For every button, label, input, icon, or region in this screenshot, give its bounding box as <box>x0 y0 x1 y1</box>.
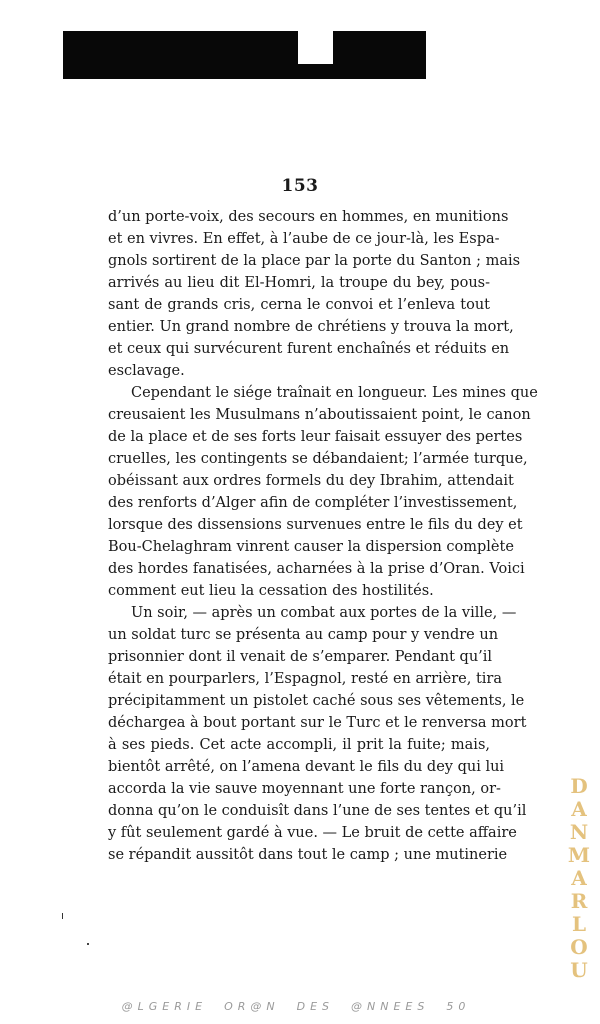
redaction-bar-right <box>333 31 426 79</box>
text-line: se répandit aussitôt dans tout le camp ; une mutinerie <box>108 847 508 863</box>
watermark-letter: R <box>570 889 588 913</box>
text-line: Bou-Chelaghram vinrent causer la dispersion complète <box>108 539 514 555</box>
text-line: bientôt arrêté, on l’amena devant le fils du dey qui lui <box>108 759 505 775</box>
text-line: était en pourparlers, l’Espagnol, resté en arrière, tira <box>108 671 503 687</box>
text-line: cruelles, les contingents se débandaient; l’armée turque, <box>108 451 528 467</box>
text-line: entier. Un grand nombre de chrétiens y trouva la mort, <box>108 319 514 335</box>
text-line: d’un porte-voix, des secours en hommes, en munitions <box>108 209 509 225</box>
text-line: déchargea à bout portant sur le Turc et le renversa mort <box>108 715 527 731</box>
text-line: gnols sortirent de la place par la porte du Santon ; mais <box>108 253 521 269</box>
text-line: des renforts d’Alger afin de compléter l’investissement, <box>108 495 518 511</box>
text-line: comment eut lieu la cessation des hostilités. <box>108 583 434 599</box>
watermark-letter: U <box>570 958 588 982</box>
text-line: creusaient les Musulmans n’aboutissaient point, le canon <box>108 407 531 423</box>
text-line: y fût seulement gardé à vue. — Le bruit de cette affaire <box>108 825 517 841</box>
watermark-letter: D <box>570 774 588 798</box>
watermark-letter: A <box>571 797 587 821</box>
watermark-letter: L <box>571 912 587 936</box>
scan-dot <box>87 943 89 945</box>
text-line: à ses pieds. Cet acte accompli, il prit la fuite; mais, <box>108 737 490 753</box>
text-line: des hordes fanatisées, acharnées à la prise d’Oran. Voici <box>108 561 525 577</box>
page-number: 153 <box>281 176 319 196</box>
bottom-watermark: @LGERIE OR@N DES @NNEES 50 <box>121 1000 471 1013</box>
text-line: accorda la vie sauve moyennant une forte rançon, or- <box>108 781 501 797</box>
text-line: et ceux qui survécurent furent enchaînés et réduits en <box>108 341 510 357</box>
text-line: esclavage. <box>108 363 185 379</box>
scan-mark <box>62 913 63 919</box>
redaction-bar-middle <box>296 64 335 79</box>
text-line: donna qu’on le conduisît dans l’une de ses tentes et qu’il <box>108 803 527 819</box>
text-line: précipitamment un pistolet caché sous ses vêtements, le <box>108 693 525 709</box>
text-body <box>108 206 538 866</box>
text-line: de la place et de ses forts leur faisait essuyer des pertes <box>108 429 523 445</box>
text-line: et en vivres. En effet, à l’aube de ce jour-là, les Espa- <box>108 231 500 247</box>
watermark-letter: M <box>567 843 591 867</box>
watermark-letter: N <box>569 820 589 844</box>
text-line: prisonnier dont il venait de s’emparer. Pendant qu’il <box>108 649 493 665</box>
side-watermark <box>567 775 591 982</box>
text-line: sant de grands cris, cerna le convoi et l’enleva tout <box>108 297 490 313</box>
text-line: Un soir, — après un combat aux portes de la ville, — <box>131 605 517 621</box>
text-line: arrivés au lieu dit El-Homri, la troupe du bey, pous- <box>108 275 490 291</box>
text-line: obéissant aux ordres formels du dey Ibrahim, attendait <box>108 473 514 489</box>
redaction-bar-left <box>63 31 298 79</box>
text-line: lorsque des dissensions survenues entre le fils du dey et <box>108 517 523 533</box>
text-line: un soldat turc se présenta au camp pour y vendre un <box>108 627 499 643</box>
text-line: Cependant le siége traînait en longueur. Les mines que <box>131 385 538 401</box>
watermark-letter: A <box>571 866 587 890</box>
watermark-letter: O <box>570 935 588 959</box>
